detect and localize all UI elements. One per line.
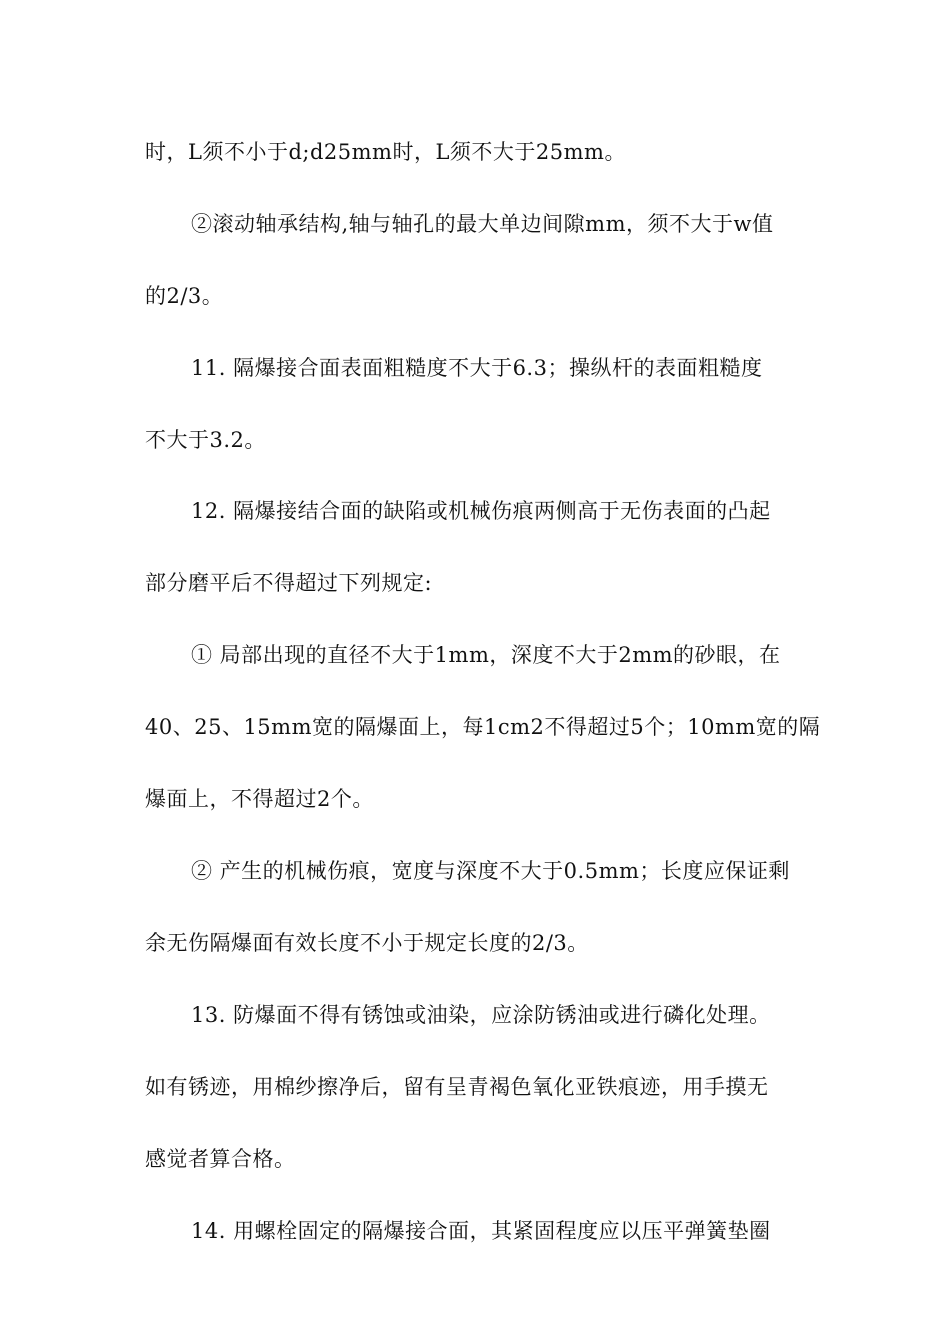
text-line: 爆面上，不得超过2个。 [145, 787, 374, 811]
text-line: 部分磨平后不得超过下列规定: [145, 571, 433, 595]
text-line: 11. 隔爆接合面表面粗糙度不大于6.3；操纵杆的表面粗糙度 [191, 356, 763, 380]
text-line: 13. 防爆面不得有锈蚀或油染，应涂防锈油或进行磷化处理。 [191, 1003, 771, 1027]
text-line: 不大于3.2。 [145, 428, 266, 452]
text-line: 40、25、15mm宽的隔爆面上，每1cm2不得超过5个；10mm宽的隔 [145, 715, 821, 739]
text-line: 感觉者算合格。 [145, 1147, 296, 1171]
text-line: 12. 隔爆接结合面的缺陷或机械伤痕两侧高于无伤表面的凸起 [191, 499, 771, 523]
text-line: ②滚动轴承结构,轴与轴孔的最大单边间隙mm，须不大于w值 [191, 212, 774, 236]
text-line: ① 局部出现的直径不大于1mm，深度不大于2mm的砂眼，在 [191, 643, 781, 667]
text-line: 时，L须不小于d;d25mm时，L须不大于25mm。 [145, 140, 626, 164]
text-line: 14. 用螺栓固定的隔爆接合面，其紧固程度应以压平弹簧垫圈 [191, 1219, 771, 1243]
text-line: 余无伤隔爆面有效长度不小于规定长度的2/3。 [145, 931, 589, 955]
text-line: ② 产生的机械伤痕，宽度与深度不大于0.5mm；长度应保证剩 [191, 859, 790, 883]
text-line: 如有锈迹，用棉纱擦净后，留有呈青褐色氧化亚铁痕迹，用手摸无 [145, 1075, 769, 1099]
text-line: 的2/3。 [145, 284, 224, 308]
